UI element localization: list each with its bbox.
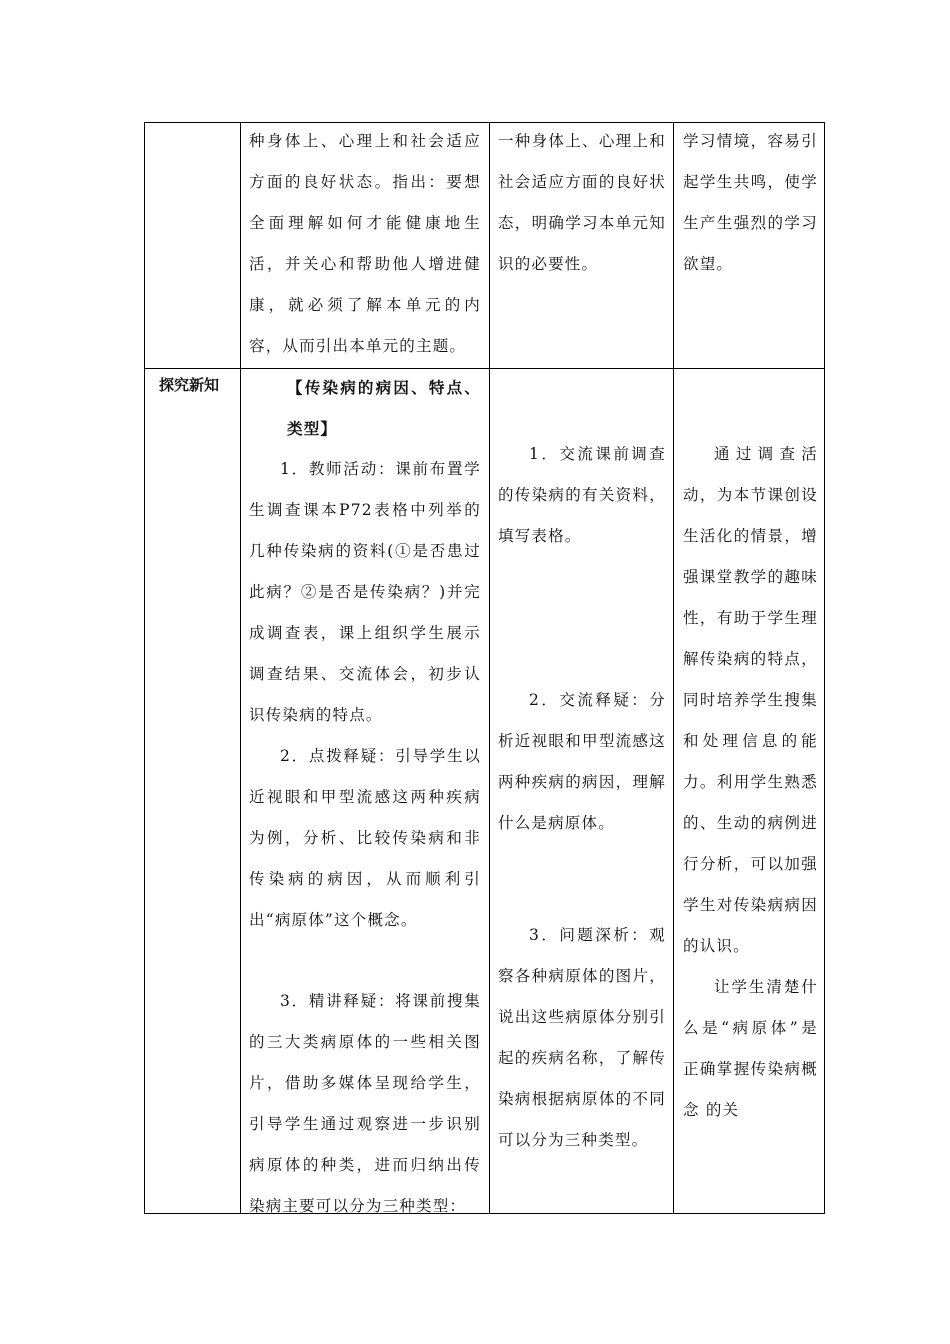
column-divider: [240, 123, 241, 1213]
section-label-explore: 探究新知: [159, 376, 220, 394]
row2-intent-cell: [683, 367, 818, 1131]
row2-teacher-cell: [249, 367, 481, 1227]
lesson-plan-table: [144, 122, 825, 1214]
row1-teacher-cell: 种身体上、心理上和社会适应方面的良好状态。指出：要想全面理解如何才能健康地生活，并关心和帮助他人增进健康，就必须了解本单元的内容，从而引出本单元的主题。: [249, 132, 481, 355]
teacher-paragraph-2: 2．点拨释疑：引导学生以近视眼和甲型流感这两种疾病为例，分析、比较传染病和非传染病的病因，从而顺利引出“病原体”这个概念。: [249, 747, 481, 929]
student-paragraph-1: 1．交流课前调查的传染病的有关资料，填写表格。: [498, 445, 666, 545]
column-divider: [673, 123, 674, 1213]
row1-student-cell: 一种身体上、心理上和社会适应方面的良好状态，明确学习本单元知识的必要性。: [498, 132, 666, 273]
column-divider: [489, 123, 490, 1213]
teacher-heading: 【传染病的病因、特点、类型】: [287, 378, 481, 438]
intent-paragraph-2: 让学生清楚什么是“病原体”是正确掌握传染病概念 的关: [683, 978, 818, 1119]
student-paragraph-3: 3．问题深析：观察各种病原体的图片，说出这些病原体分别引起的疾病名称，了解传染病根据病原体的不同可以分为三种类型。: [498, 926, 666, 1149]
row1-intent-cell: 学习情境，容易引起学生共鸣，使学生产生强烈的学习欲望。: [683, 132, 818, 273]
row2-student-cell: [498, 367, 666, 1161]
student-paragraph-2: 2．交流释疑：分析近视眼和甲型流感这两种疾病的病因，理解什么是病原体。: [498, 691, 666, 832]
intent-paragraph-1: 通过调查活动，为本节课创设生活化的情景，增强课堂教学的趣味性，有助于学生理解传染病的特点，同时培养学生搜集和处理信息的能力。利用学生熟悉的、生动的病例进行分析，可以加强学生对传染病病因的认识。: [683, 445, 818, 955]
teacher-paragraph-3: 3．精讲释疑：将课前搜集的三大类病原体的一些相关图片，借助多媒体呈现给学生，引导学生通过观察进一步识别病原体的种类，进而归纳出传染病主要可以分为三种类型：: [249, 992, 481, 1215]
teacher-paragraph-1: 1．教师活动：课前布置学生调查课本P72表格中列举的几种传染病的资料(①是否患过此病？②是否是传染病？)并完成调查表，课上组织学生展示调查结果、交流体会，初步认识传染病的特点。: [249, 460, 481, 724]
row1-label-cell: [145, 123, 240, 368]
